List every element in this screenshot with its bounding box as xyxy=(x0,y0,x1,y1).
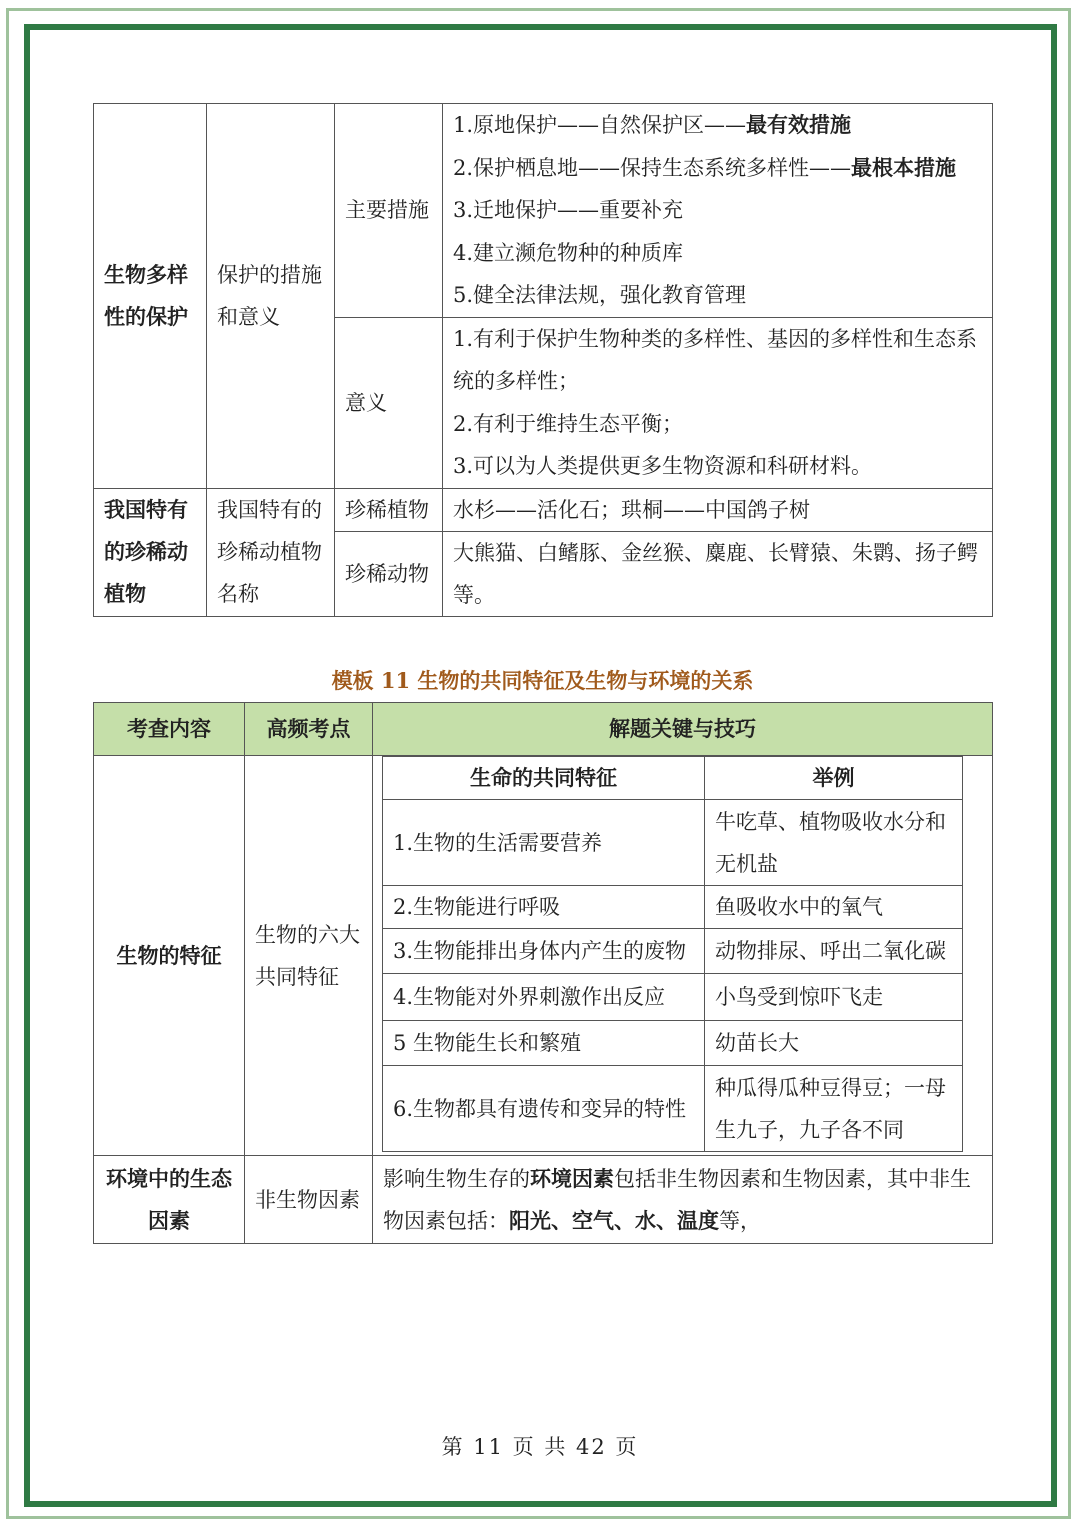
page-footer: 第 11 页 共 42 页 xyxy=(441,1435,639,1459)
features-inner-table xyxy=(382,756,963,1152)
example-cell: 幼苗长大 xyxy=(705,1021,963,1066)
features-table xyxy=(93,702,993,1244)
point-biodiversity: 保护的措施和意义 xyxy=(207,104,335,489)
measures-list xyxy=(443,104,993,318)
plants-text: 水杉——活化石；珙桐——中国鸽子树 xyxy=(443,488,993,531)
environment-text: 影响生物生存的环境因素包括非生物因素和生物因素，其中非生物因素包括：阳光、空气、水、温度等， xyxy=(373,1156,993,1244)
header-topic: 考查内容 xyxy=(94,703,245,756)
measure-item: 4.建立濒危物种的种质库 xyxy=(453,240,684,265)
section-title: 模板 11 生物的共同特征及生物与环境的关系 xyxy=(331,668,754,693)
topic-biodiversity: 生物多样性的保护 xyxy=(94,104,207,489)
header-point: 高频考点 xyxy=(245,703,373,756)
point-features: 生物的六大共同特征 xyxy=(245,756,373,1156)
feature-cell: 3.生物能排出身体内产生的废物 xyxy=(383,929,705,974)
example-cell: 动物排尿、呼出二氧化碳 xyxy=(705,929,963,974)
example-cell: 鱼吸收水中的氧气 xyxy=(705,886,963,929)
measure-item: 1.原地保护——自然保护区——最有效措施 xyxy=(453,112,852,137)
meaning-item: 3.可以为人类提供更多生物资源和科研材料。 xyxy=(453,454,873,478)
example-cell: 小鸟受到惊吓飞走 xyxy=(705,974,963,1021)
topic-environment: 环境中的生态因素 xyxy=(94,1156,245,1244)
feature-cell: 5 生物能生长和繁殖 xyxy=(383,1021,705,1066)
example-cell: 种瓜得瓜种豆得豆；一母生九子，九子各不同 xyxy=(705,1066,963,1152)
topic-features: 生物的特征 xyxy=(94,756,245,1156)
topic-rare-species: 我国特有的珍稀动植物 xyxy=(94,488,207,616)
point-rare-species: 我国特有的珍稀动植物名称 xyxy=(207,488,335,616)
feature-cell: 2.生物能进行呼吸 xyxy=(383,886,705,929)
features-inner-cell xyxy=(373,756,993,1156)
meaning-item: 1.有利于保护生物种类的多样性、基因的多样性和生态系统的多样性； xyxy=(453,326,978,393)
animals-label: 珍稀动物 xyxy=(335,531,443,616)
feature-cell: 4.生物能对外界刺激作出反应 xyxy=(383,974,705,1021)
example-cell: 牛吃草、植物吸收水分和无机盐 xyxy=(705,800,963,886)
animals-text: 大熊猫、白鳍豚、金丝猴、麋鹿、长臂猿、朱鹮、扬子鳄等。 xyxy=(443,531,993,616)
point-environment: 非生物因素 xyxy=(245,1156,373,1244)
measure-item: 5.健全法律法规，强化教育管理 xyxy=(453,283,747,307)
feature-cell: 6.生物都具有遗传和变异的特性 xyxy=(383,1066,705,1152)
measure-item: 2.保护栖息地——保持生态系统多样性——最根本措施 xyxy=(453,154,957,180)
biodiversity-table xyxy=(93,103,993,617)
inner-header-example: 举例 xyxy=(705,757,963,800)
header-key: 解题关键与技巧 xyxy=(373,703,993,756)
inner-header-feature: 生命的共同特征 xyxy=(383,757,705,800)
measure-item: 3.迁地保护——重要补充 xyxy=(453,198,684,222)
meaning-label: 意义 xyxy=(335,317,443,488)
measures-label: 主要措施 xyxy=(335,104,443,318)
feature-cell: 1.生物的生活需要营养 xyxy=(383,800,705,886)
meaning-list xyxy=(443,317,993,488)
meaning-item: 2.有利于维持生态平衡； xyxy=(453,411,684,436)
plants-label: 珍稀植物 xyxy=(335,488,443,531)
